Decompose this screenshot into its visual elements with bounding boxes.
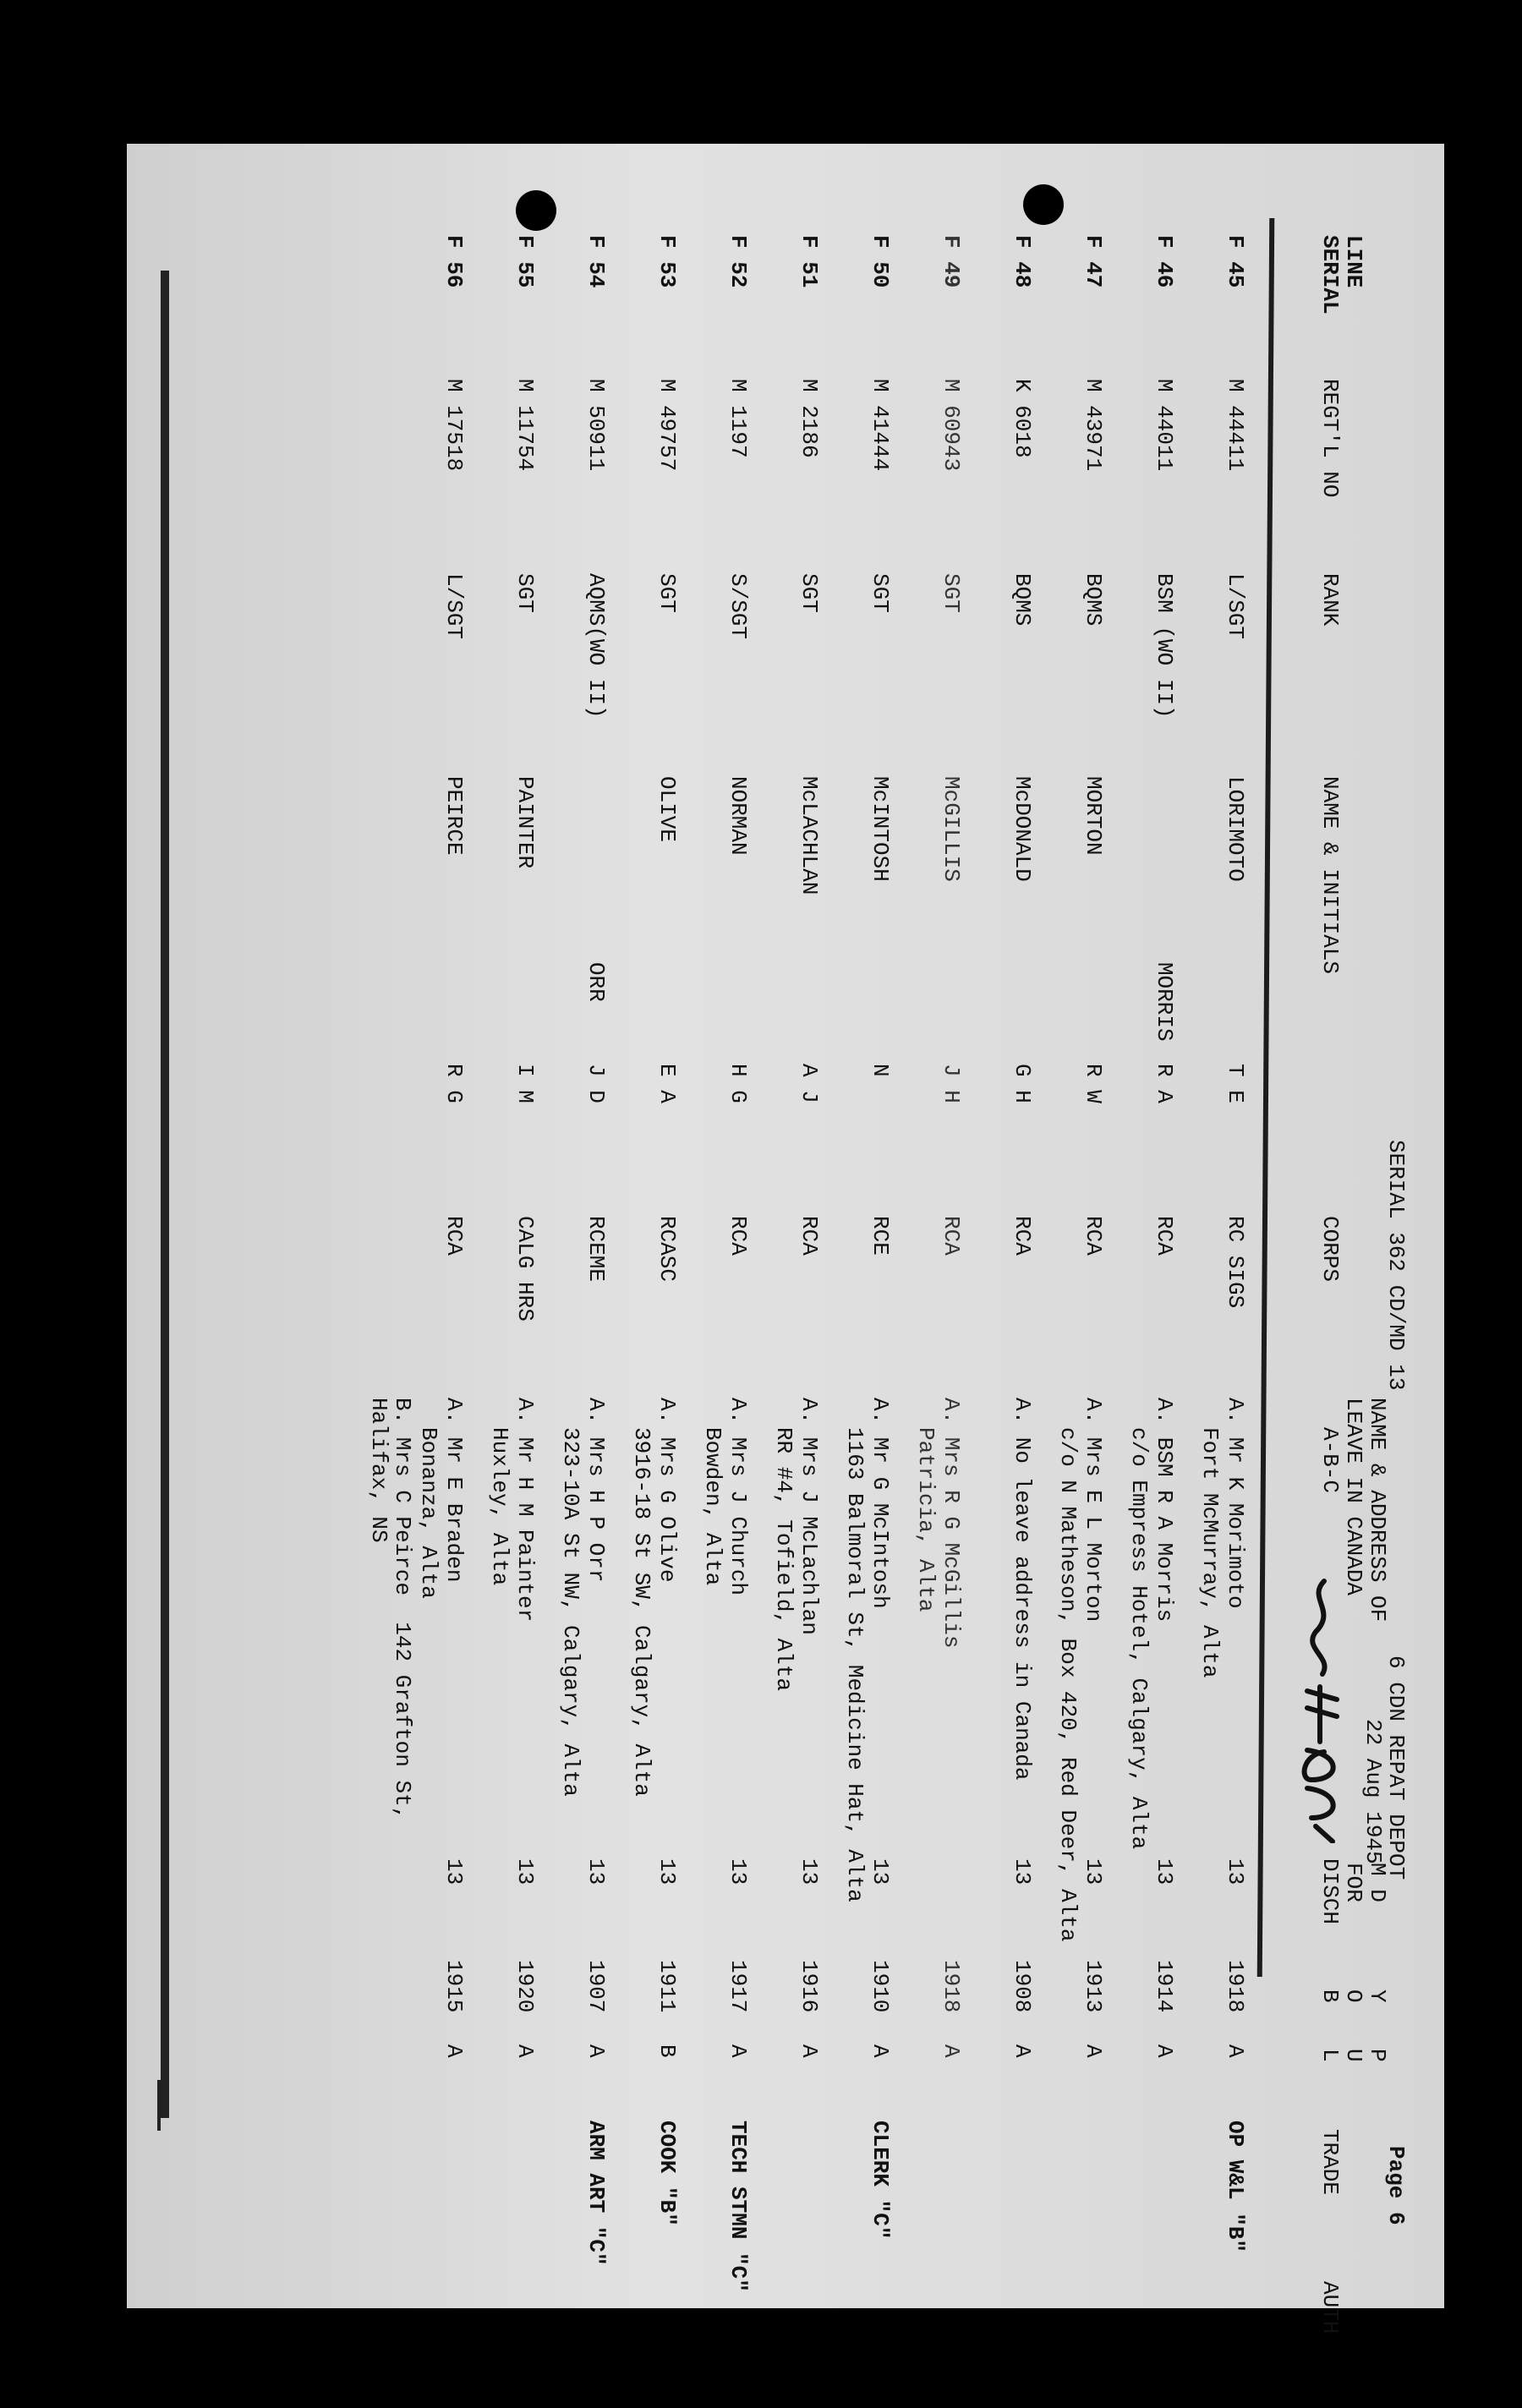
- col-md-2: FOR: [1341, 1863, 1366, 1902]
- puo-cell: A: [1010, 2044, 1035, 2058]
- initials-cell: J H: [939, 1064, 964, 1103]
- name-cell: MORTON: [1081, 776, 1106, 856]
- name-cell: LORIMOTO: [1223, 776, 1248, 882]
- corps-cell: RCA: [1010, 1216, 1035, 1256]
- puo-cell: B: [654, 2044, 680, 2058]
- serial-cell: F 47: [1081, 235, 1106, 288]
- serial-cell: F 51: [797, 235, 822, 288]
- serial-cell: F 54: [583, 235, 609, 288]
- address-line-1: A. Mrs J Church: [725, 1398, 751, 1596]
- md-cell: 13: [1081, 1858, 1106, 1885]
- year-cell: 1915: [441, 1960, 467, 2013]
- address-line-1: A. Mrs H P Orr: [583, 1398, 609, 1583]
- initials-cell: J D: [583, 1064, 609, 1103]
- initials-cell: R W: [1081, 1064, 1106, 1103]
- regt-cell: M 17518: [441, 379, 467, 472]
- serial-cell: F 52: [725, 235, 751, 288]
- regt-cell: M 1197: [725, 379, 751, 458]
- trade-cell: TECH STMN "C": [725, 2121, 751, 2292]
- address-line-1: A. Mr E Braden: [441, 1398, 467, 1583]
- serial-cell: F 56: [441, 235, 467, 288]
- col-y-1: Y: [1365, 1989, 1390, 2003]
- corps-cell: RCASC: [654, 1216, 680, 1283]
- corps-cell: RCEME: [583, 1216, 609, 1283]
- name-cell: MORRIS: [1152, 962, 1177, 1042]
- name-cell: PAINTER: [512, 776, 538, 869]
- puo-cell: A: [1223, 2044, 1248, 2058]
- corps-cell: RCA: [1152, 1216, 1177, 1256]
- address-line-1: A. Mr G McIntosh: [868, 1398, 893, 1609]
- rank-cell: SGT: [939, 573, 964, 613]
- col-puo-1: P: [1365, 2049, 1390, 2062]
- puo-cell: A: [1081, 2044, 1106, 2058]
- corps-cell: CALG HRS: [512, 1216, 538, 1322]
- trade-cell: OP W&L "B": [1223, 2121, 1248, 2253]
- col-address-2: LEAVE IN CANADA: [1341, 1398, 1366, 1596]
- corps-cell: RCA: [1081, 1216, 1106, 1256]
- address-line-1: A. Mrs R G McGillis: [939, 1398, 964, 1649]
- corps-cell: RCA: [441, 1216, 467, 1256]
- year-cell: 1910: [868, 1960, 893, 2013]
- rank-cell: L/SGT: [1223, 573, 1248, 640]
- md-cell: 13: [868, 1858, 893, 1885]
- rank-cell: SGT: [797, 573, 822, 613]
- md-cell: 13: [654, 1858, 680, 1885]
- md-cell: 13: [797, 1858, 822, 1885]
- col-name: NAME & INITIALS: [1317, 776, 1343, 975]
- md-cell: 13: [441, 1858, 467, 1885]
- corps-cell: RCA: [797, 1216, 822, 1256]
- serial-cell: F 49: [939, 235, 964, 288]
- table-row: [465, 218, 536, 2374]
- depot-heading: 6 CDN REPAT DEPOT: [1383, 1656, 1409, 1880]
- regt-cell: M 44411: [1223, 379, 1248, 472]
- regt-cell: M 2186: [797, 379, 822, 458]
- rank-cell: SGT: [654, 573, 680, 613]
- initials-cell: I M: [512, 1064, 538, 1103]
- name-cell: McLACHLAN: [797, 776, 822, 895]
- puo-cell: A: [797, 2044, 822, 2058]
- rank-cell: SGT: [868, 573, 893, 613]
- corps-cell: RCE: [868, 1216, 893, 1256]
- md-cell: 13: [1010, 1858, 1035, 1885]
- year-cell: 1916: [797, 1960, 822, 2013]
- address-line-2: RR #4, Tofield, Alta: [771, 1427, 797, 1692]
- serial-cell: F 45: [1223, 235, 1248, 288]
- year-cell: 1908: [1010, 1960, 1035, 2013]
- puo-cell: A: [868, 2044, 893, 2058]
- address-line-1: A. Mr K Morimoto: [1223, 1398, 1248, 1609]
- col-y-2: O: [1341, 1989, 1366, 2003]
- year-cell: 1914: [1152, 1960, 1177, 2013]
- address-line-2: Fort McMurray, Alta: [1197, 1427, 1223, 1678]
- puo-cell: A: [441, 2044, 467, 2058]
- table-row: [962, 218, 1033, 2374]
- rank-cell: SGT: [512, 573, 538, 613]
- address-line-1: A. Mrs G Olive: [654, 1398, 680, 1583]
- col-puo-2: U: [1341, 2049, 1366, 2062]
- address-line-2: Patricia, Alta: [913, 1427, 939, 1612]
- address-line-2: c/o N Matheson, Box 420, Red Deer, Alta: [1055, 1427, 1081, 1942]
- trade-cell: COOK "B": [654, 2121, 680, 2226]
- col-trade: TRADE: [1317, 2129, 1343, 2196]
- regt-cell: M 60943: [939, 379, 964, 472]
- col-rank: RANK: [1317, 573, 1343, 627]
- regt-cell: K 6018: [1010, 379, 1035, 458]
- name-cell: McINTOSH: [868, 776, 893, 882]
- serial-cell: F 50: [868, 235, 893, 288]
- address-line-2: 323-10A St NW, Calgary, Alta: [558, 1427, 583, 1797]
- puo-cell: A: [583, 2044, 609, 2058]
- trade-cell: CLERK "C": [868, 2121, 893, 2240]
- serial-cell: F 53: [654, 235, 680, 288]
- col-puo-3: L: [1317, 2049, 1343, 2062]
- table-row: [678, 218, 749, 2374]
- year-cell: 1918: [939, 1960, 964, 2013]
- rank-cell: BSM (WO II): [1152, 573, 1177, 719]
- serial-cell: F 48: [1010, 235, 1035, 288]
- serial-heading: SERIAL 362 CD/MD 13: [1383, 1140, 1409, 1391]
- table-row: [607, 218, 678, 2374]
- table-row: [1175, 218, 1246, 2374]
- year-cell: 1920: [512, 1960, 538, 2013]
- year-cell: 1917: [725, 1960, 751, 2013]
- col-address-1: NAME & ADDRESS OF: [1365, 1398, 1390, 1623]
- puo-cell: A: [512, 2044, 538, 2058]
- initials-cell: G H: [1010, 1064, 1035, 1103]
- md-cell: 13: [1152, 1858, 1177, 1885]
- rank-cell: L/SGT: [441, 573, 467, 640]
- name-cell: ORR: [583, 962, 609, 1002]
- table-row: [820, 218, 891, 2374]
- regt-cell: M 44011: [1152, 379, 1177, 472]
- initials-cell: H G: [725, 1064, 751, 1103]
- col-line-serial-1: LINE: [1341, 235, 1366, 288]
- address-line-3: B. Mrs C Peirce 142 Grafton St, Halifax, NS: [366, 1398, 415, 1833]
- initials-cell: R A: [1152, 1064, 1177, 1103]
- col-md-1: M D: [1365, 1863, 1390, 1902]
- address-line-1: A. Mr H M Painter: [512, 1398, 538, 1623]
- rotated-document-content: [20, 218, 1409, 2374]
- year-cell: 1907: [583, 1960, 609, 2013]
- table-row: [536, 218, 607, 2374]
- address-line-2: Bowden, Alta: [700, 1427, 725, 1586]
- corps-cell: RCA: [725, 1216, 751, 1256]
- col-line-serial-2: SERIAL: [1317, 235, 1343, 315]
- name-cell: PEIRCE: [441, 776, 467, 856]
- table-row-struck: [891, 218, 962, 2374]
- name-cell: NORMAN: [725, 776, 751, 856]
- name-cell: McDONALD: [1010, 776, 1035, 882]
- puo-cell: A: [1152, 2044, 1177, 2058]
- table-row: [1104, 218, 1175, 2374]
- year-cell: 1911: [654, 1960, 680, 2013]
- col-md-3: DISCH: [1317, 1858, 1343, 1925]
- address-line-2: 3916-18 St SW, Calgary, Alta: [629, 1427, 654, 1797]
- address-line-1: A. BSM R A Morris: [1152, 1398, 1177, 1623]
- initials-cell: T E: [1223, 1064, 1248, 1103]
- trade-cell: ARM ART "C": [583, 2121, 609, 2266]
- puo-cell: A: [725, 2044, 751, 2058]
- initials-cell: R G: [441, 1064, 467, 1103]
- table-row: [1033, 218, 1104, 2374]
- rank-cell: BQMS: [1010, 573, 1035, 627]
- initials-cell: A J: [797, 1064, 822, 1103]
- regt-cell: M 49757: [654, 379, 680, 472]
- address-line-2: Huxley, Alta: [487, 1427, 512, 1586]
- address-line-2: c/o Empress Hotel, Calgary, Alta: [1126, 1427, 1152, 1850]
- serial-cell: F 46: [1152, 235, 1177, 288]
- handwritten-note-graphic: [1290, 1573, 1351, 1843]
- rank-cell: BQMS: [1081, 573, 1106, 627]
- regt-cell: M 43971: [1081, 379, 1106, 472]
- regt-cell: M 41444: [868, 379, 893, 472]
- address-line-1: A. Mrs J McLachlan: [797, 1398, 822, 1635]
- col-corps: CORPS: [1317, 1216, 1343, 1283]
- name-cell: McGILLIS: [939, 776, 964, 882]
- table-row: [366, 218, 467, 2374]
- regt-cell: M 50911: [583, 379, 609, 472]
- table-row: [749, 218, 820, 2374]
- md-cell: 13: [512, 1858, 538, 1885]
- md-cell: 13: [583, 1858, 609, 1885]
- serial-cell: F 55: [512, 235, 538, 288]
- corps-cell: RCA: [939, 1216, 964, 1256]
- address-line-2: Bonanza, Alta: [416, 1427, 441, 1599]
- md-cell: 13: [1223, 1858, 1248, 1885]
- puo-cell: A: [939, 2044, 964, 2058]
- page-number: Page 6: [1383, 2146, 1409, 2225]
- col-auth: AUTH: [1317, 2281, 1343, 2334]
- col-y-3: B: [1317, 1989, 1343, 2003]
- regt-cell: M 11754: [512, 379, 538, 472]
- date-heading: 22 Aug 1945: [1360, 1719, 1386, 1864]
- name-cell: OLIVE: [654, 776, 680, 843]
- col-address-3: A-B-C: [1317, 1427, 1343, 1494]
- rank-cell: AQMS(WO II): [583, 573, 609, 719]
- rank-cell: S/SGT: [725, 573, 751, 640]
- initials-cell: E A: [654, 1064, 680, 1103]
- address-line-1: A. Mrs E L Morton: [1081, 1398, 1106, 1623]
- year-cell: 1913: [1081, 1960, 1106, 2013]
- address-line-1: A. No leave address in Canada: [1010, 1398, 1035, 1781]
- corps-cell: RC SIGS: [1223, 1216, 1248, 1309]
- md-cell: 13: [725, 1858, 751, 1885]
- address-line-2: 1163 Balmoral St, Medicine Hat, Alta: [842, 1427, 868, 1902]
- year-cell: 1918: [1223, 1960, 1248, 2013]
- col-regt-no: REGT'L NO: [1317, 379, 1343, 498]
- initials-cell: N: [868, 1064, 893, 1077]
